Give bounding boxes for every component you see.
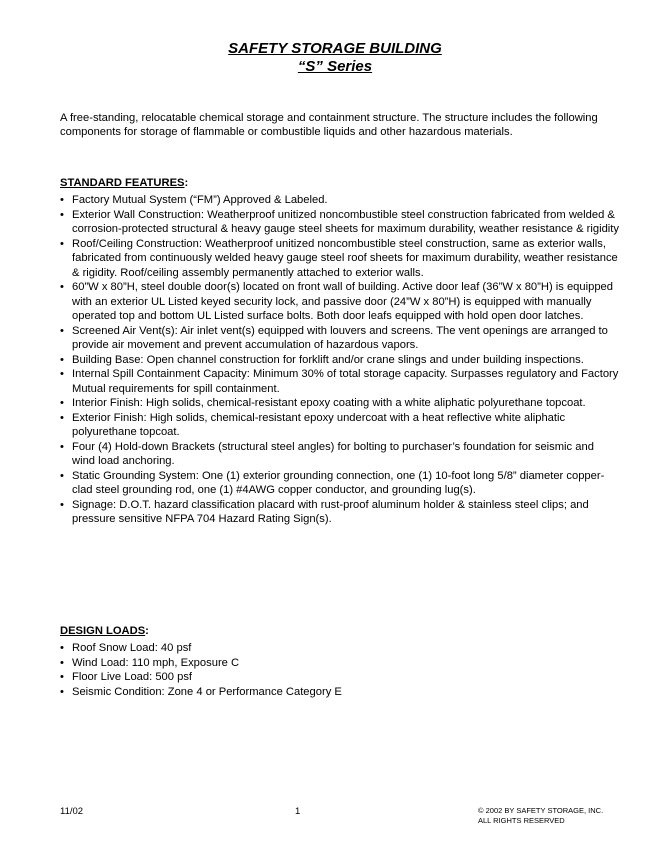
list-item: • Interior Finish: High solids, chemical-resistant epoxy coating with a white aliphatic polyurethane topcoat. (60, 396, 620, 411)
design-loads-list (60, 641, 620, 699)
footer-date: 11/02 (60, 806, 84, 817)
list-item: • Floor Live Load: 500 psf (60, 670, 620, 685)
design-loads-heading-text: DESIGN LOADS (60, 625, 146, 637)
footer-page-number: 1 (295, 806, 301, 817)
list-item: • Screened Air Vent(s): Air inlet vent(s) equipped with louvers and screens. The vent openings are arranged to provide air movement and prevent accumulation of hazardous vapors. (60, 324, 620, 353)
list-item: • Internal Spill Containment Capacity: Minimum 30% of total storage capacity. Surpasses regulatory and Factory Mutual requirements for spill containment. (60, 367, 620, 396)
list-item: • Factory Mutual System (“FM”) Approved & Labeled. (60, 193, 620, 208)
intro-paragraph: A free-standing, relocatable chemical storage and containment structure. The structure includes the following components for storage of flammable or combustible liquids and other hazardous materials. (60, 112, 598, 138)
list-item: • Wind Load: 110 mph, Exposure C (60, 656, 620, 671)
title-line-1: SAFETY STORAGE BUILDING (228, 40, 442, 57)
design-loads-heading-colon: : (145, 625, 149, 637)
standard-features-heading-text: STANDARD FEATURES (60, 177, 185, 189)
list-item: • Signage: D.O.T. hazard classification placard with rust-proof aluminum holder & stainless steel clips; and pressure sensitive NFPA 704 Hazard Rating Sign(s). (60, 498, 620, 527)
footer-copyright-block (478, 806, 603, 826)
footer-copyright: © 2002 BY SAFETY STORAGE, INC. (478, 806, 604, 815)
title-line-2: “S” Series (297, 58, 373, 75)
list-item: • Seismic Condition: Zone 4 or Performance Category E (60, 685, 620, 700)
list-item: • Static Grounding System: One (1) exterior grounding connection, one (1) 10-foot long 5/8” diameter copper-clad steel grounding rod, one (1) #4AWG copper conductor, and grounding lug(s). (60, 469, 620, 498)
footer-rights: ALL RIGHTS RESERVED (478, 816, 565, 825)
list-item: • 60”W x 80”H, steel double door(s) located on front wall of building. Active door leaf (36”W x 80”H) is equipped with an exterior UL Listed keyed security lock, and passive door (24”W x 80”H) is equipped with manually operated top and bottom UL Listed surface bolts. Both door leafs equipped with hold open door latches. (60, 280, 620, 324)
list-item: • Building Base: Open channel construction for forklift and/or crane slings and under building inspections. (60, 353, 620, 368)
list-item: • Four (4) Hold-down Brackets (structural steel angles) for bolting to purchaser’s foundation for seismic and wind load anchoring. (60, 440, 620, 469)
standard-features-heading-colon: : (184, 177, 189, 189)
design-loads-heading (60, 624, 620, 638)
list-item: • Roof Snow Load: 40 psf (60, 641, 620, 656)
standard-features-heading (60, 176, 620, 190)
list-item: • Exterior Finish: High solids, chemical-resistant epoxy undercoat with a heat reflective white aliphatic polyurethane topcoat. (60, 411, 620, 440)
list-item: • Roof/Ceiling Construction: Weatherproof unitized noncombustible steel construction, same as exterior walls, fabricated from continuously welded heavy gauge steel roof sheets for maximum durability, weather resistance & rigidity. Roof/ceiling assembly permanently attached to exterior walls. (60, 237, 620, 281)
list-item: • Exterior Wall Construction: Weatherproof unitized noncombustible steel construction fabricated from welded & corrosion-protected structural & heavy gauge steel sheets for maximum durability, weather resistance & rigidity (60, 208, 620, 237)
standard-features-list (60, 193, 620, 527)
document-title (0, 40, 670, 76)
